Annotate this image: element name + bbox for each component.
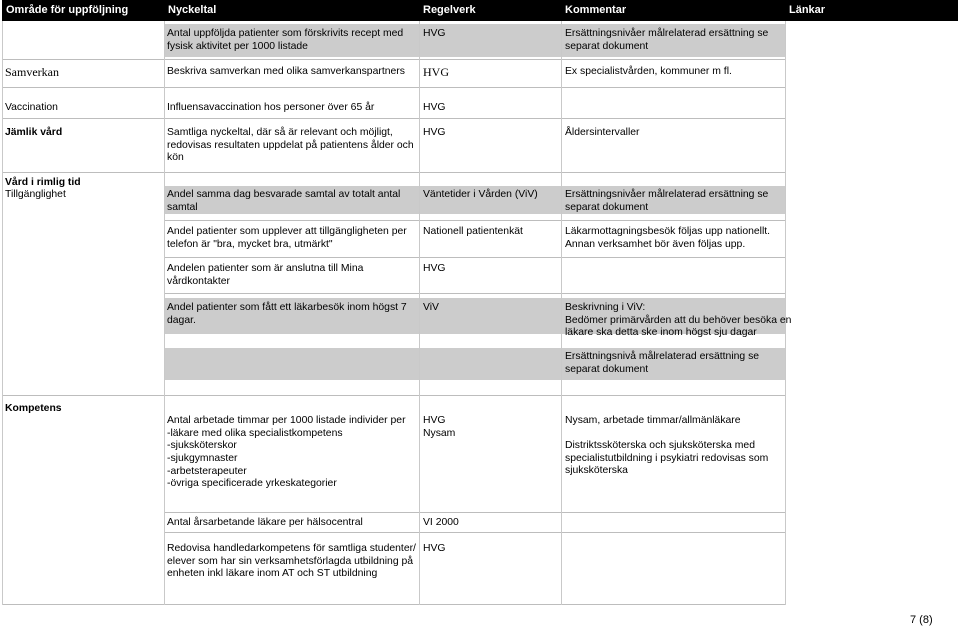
area-tillganglighet: Tillgänglighet: [5, 189, 66, 200]
text-line: Nysam: [423, 427, 456, 439]
rule-mina-vardkontakter: HVG: [423, 263, 446, 274]
text-line: separat dokument: [565, 40, 649, 52]
text-line: specialistutbildning i psykiatri redovisas som: [565, 452, 769, 464]
text-line: -läkare med olika specialistkompetens: [167, 427, 343, 439]
page-number: 7 (8): [910, 614, 933, 626]
divider: [2, 87, 786, 88]
divider: [2, 395, 786, 396]
header-kpi: Nyckeltal: [168, 4, 217, 16]
text-line: Annan verksamhet bör även följas upp.: [565, 238, 746, 250]
divider: [2, 604, 786, 605]
text-line: separat dokument: [565, 363, 649, 375]
rule-lakarbesok-7-dagar: ViV: [423, 302, 439, 313]
divider: [419, 21, 420, 605]
rule-jamlik-vard: HVG: [423, 127, 446, 138]
text-line: Andel patienter som upplever att tillgängligheten per: [167, 226, 407, 237]
rule-handledarkompetens: HVG: [423, 543, 446, 554]
kpi-samverkan: Beskriva samverkan med olika samverkanspartners: [167, 66, 405, 77]
text-line: sjuksköterska: [565, 465, 628, 477]
area-vaccination: Vaccination: [5, 102, 58, 113]
divider: [164, 21, 165, 605]
text-line: -övriga specificerade yrkeskategorier: [167, 478, 337, 490]
text-line: dagar.: [167, 314, 196, 326]
divider: [561, 21, 562, 605]
divider: [2, 21, 3, 605]
rule-telefon-tillganglighet: Nationell patientenkät: [423, 226, 523, 237]
text-line: Ersättningsnivåer målrelaterad ersättning se: [565, 28, 769, 39]
rule-arbetade-timmar: [423, 415, 455, 440]
text-line: -sjuksköterskor: [167, 440, 237, 452]
header-area: Område för uppföljning: [6, 4, 129, 16]
kpi-handledarkompetens: [167, 543, 416, 581]
rule-fysisk: HVG: [423, 28, 446, 39]
kpi-arbetade-timmar: [167, 415, 406, 491]
text-line: Distriktssköterska och sjuksköterska med: [565, 440, 755, 451]
rule-samverkan: HVG: [423, 65, 449, 79]
text-line: Antal arbetade timmar per 1000 listade individer per: [167, 415, 406, 426]
divider: [164, 257, 786, 258]
comment-jamlik-vard: Åldersintervaller: [565, 127, 640, 138]
rule-vaccination: HVG: [423, 102, 446, 113]
text-line: Antal uppföljda patienter som förskrivits recept med: [167, 28, 404, 39]
comment-lakarbesok-7-dagar: [565, 302, 791, 340]
comment-besvarade-samtal: [565, 189, 768, 214]
kpi-besvarade-samtal: [167, 189, 400, 214]
text-line: telefon är "bra, mycket bra, utmärkt": [167, 238, 333, 250]
divider: [164, 293, 786, 294]
text-line: -arbetsterapeuter: [167, 465, 247, 477]
comment-ersattningsniva: [565, 351, 759, 376]
kpi-lakarbesok-7-dagar: [167, 302, 407, 327]
divider: [164, 512, 786, 513]
kpi-vaccination: Influensavaccination hos personer över 65 år: [167, 102, 375, 113]
text-line: redovisas resultaten uppdelat på patientens ålder och: [167, 139, 414, 151]
text-line: HVG: [423, 415, 446, 426]
text-line: vårdkontakter: [167, 275, 230, 287]
table-header: [2, 0, 958, 21]
text-line: Ersättningsnivåer målrelaterad ersättning se: [565, 189, 769, 200]
comment-distriktskoterska: [565, 440, 768, 478]
text-line: fysisk aktivitet per 1000 listade: [167, 40, 308, 52]
text-line: Andel patienter som fått ett läkarbesök inom högst 7: [167, 302, 407, 313]
text-line: Andelen patienter som är anslutna till Mina: [167, 263, 364, 274]
text-line: enheten inkl läkare inom AT och ST utbildning: [167, 568, 378, 580]
area-samverkan: Samverkan: [5, 65, 59, 79]
text-line: -sjukgymnaster: [167, 453, 238, 465]
kpi-mina-vardkontakter: [167, 263, 363, 288]
area-vard-i-rimlig-tid: Vård i rimlig tid: [5, 177, 81, 188]
text-line: samtal: [167, 201, 198, 213]
divider: [164, 532, 786, 533]
header-comment: Kommentar: [565, 4, 627, 16]
rule-arsarbetande-lakare: VI 2000: [423, 517, 459, 528]
text-line: Bedömer primärvården att du behöver besöka en: [565, 314, 792, 326]
kpi-jamlik-vard: [167, 127, 414, 165]
text-line: Läkarmottagningsbesök följas upp nationellt.: [565, 226, 771, 237]
divider: [2, 118, 786, 119]
rule-besvarade-samtal: Väntetider i Vården (ViV): [423, 189, 538, 200]
kpi-fysisk-aktivitet: [167, 28, 403, 53]
kpi-telefon-tillganglighet: [167, 226, 407, 251]
text-line: Beskrivning i ViV:: [565, 302, 646, 313]
divider: [2, 59, 786, 60]
area-jamlik-vard: Jämlik vård: [5, 127, 63, 138]
text-line: separat dokument: [565, 201, 649, 213]
divider: [164, 220, 786, 221]
text-line: kön: [167, 152, 184, 164]
comment-samverkan: Ex specialistvården, kommuner m fl.: [565, 66, 732, 77]
text-line: Redovisa handledarkompetens för samtliga studenter/: [167, 543, 416, 554]
divider: [2, 172, 786, 173]
text-line: Andel samma dag besvarade samtal av totalt antal: [167, 189, 401, 200]
header-rules: Regelverk: [423, 4, 476, 16]
header-links: Länkar: [789, 4, 826, 16]
comment-arbetade-timmar: Nysam, arbetade timmar/allmänläkare: [565, 415, 741, 426]
comment-telefon-tillganglighet: [565, 226, 770, 251]
comment-fysisk: [565, 28, 768, 53]
area-kompetens: Kompetens: [5, 403, 62, 414]
text-line: Ersättningsnivå målrelaterad ersättning se: [565, 351, 760, 362]
text-line: läkare ska detta ske inom högst sju dagar: [565, 327, 757, 339]
kpi-arsarbetande-lakare: Antal årsarbetande läkare per hälsocentral: [167, 517, 363, 528]
text-line: elever som har sin verksamhetsförlagda utbildning på: [167, 555, 414, 567]
text-line: Samtliga nyckeltal, där så är relevant och möjligt,: [167, 127, 393, 138]
